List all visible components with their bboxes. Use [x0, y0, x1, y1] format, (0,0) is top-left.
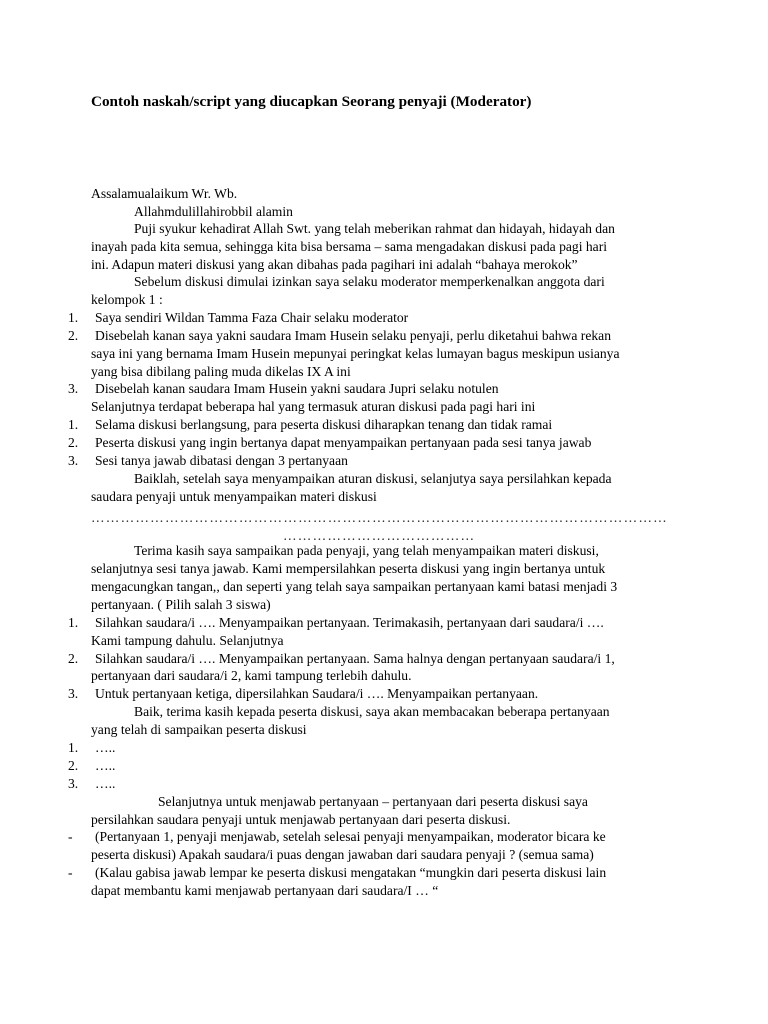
list-number: 2.	[68, 651, 79, 666]
paragraph-line: ini. Adapun materi diskusi yang akan dibahas pada pagihari ini adalah “bahaya merokok”	[91, 257, 578, 272]
paragraph-line: Selanjutnya terdapat beberapa hal yang termasuk aturan diskusi pada pagi hari ini	[91, 399, 536, 414]
list-item-text: …..	[95, 758, 116, 773]
paragraph-line: Allahmdulillahirobbil alamin	[134, 204, 293, 219]
paragraph-line: pertanyaan dari saudara/i 2, kami tampung terlebih dahulu.	[91, 668, 412, 683]
list-number: 2.	[68, 758, 79, 773]
paragraph-line: mengacungkan tangan,, dan seperti yang telah saya sampaikan pertanyaan kami batasi menjadi 3	[91, 579, 618, 594]
paragraph-line: saudara penyaji untuk menyampaikan materi diskusi	[91, 489, 377, 504]
list-item-text: Saya sendiri Wildan Tamma Faza Chair selaku moderator	[95, 310, 409, 325]
dotted-placeholder: ………………………………………………………………………………………………………	[91, 510, 668, 525]
page-title: Contoh naskah/script yang diucapkan Seorang penyaji (Moderator)	[91, 93, 532, 110]
list-number: 3.	[68, 776, 79, 791]
paragraph-line: Kami tampung dahulu. Selanjutnya	[91, 633, 284, 648]
paragraph-line: dapat membantu kami menjawab pertanyaan dari saudara/I … “	[91, 883, 439, 898]
list-item-text: (Pertanyaan 1, penyaji menjawab, setelah selesai penyaji menyampaikan, moderator bicara ke	[95, 829, 606, 844]
list-item-text: Disebelah kanan saya yakni saudara Imam Husein selaku penyaji, perlu diketahui bahwa rekan	[95, 328, 611, 343]
paragraph-line: Terima kasih saya sampaikan pada penyaji, yang telah menyampaikan materi diskusi,	[134, 543, 599, 558]
list-item-text: Untuk pertanyaan ketiga, dipersilahkan Saudara/i …. Menyampaikan pertanyaan.	[95, 686, 539, 701]
list-dash: -	[68, 829, 73, 844]
list-item-text: Selama diskusi berlangsung, para peserta diskusi diharapkan tenang dan tidak ramai	[95, 417, 553, 432]
dotted-placeholder: …………………………………	[283, 528, 476, 543]
paragraph-line: persilahkan saudara penyaji untuk menjawab pertanyaan dari peserta diskusi.	[91, 812, 511, 827]
paragraph-line: yang bisa dibilang paling muda dikelas IX A ini	[91, 364, 351, 379]
paragraph-line: peserta diskusi) Apakah saudara/i puas dengan jawaban dari saudara penyaji ? (semua sama)	[91, 847, 594, 862]
paragraph-line: selanjutnya sesi tanya jawab. Kami mempersilahkan peserta diskusi yang ingin bertanya untuk	[91, 561, 606, 576]
paragraph-line: kelompok 1 :	[91, 292, 163, 307]
list-number: 1.	[68, 310, 79, 325]
paragraph-line: Selanjutnya untuk menjawab pertanyaan – pertanyaan dari peserta diskusi saya	[158, 794, 588, 809]
list-item-text: (Kalau gabisa jawab lempar ke peserta diskusi mengatakan “mungkin dari peserta diskusi lain	[95, 865, 607, 880]
list-item-text: Peserta diskusi yang ingin bertanya dapat menyampaikan pertanyaan pada sesi tanya jawab	[95, 435, 592, 450]
list-number: 3.	[68, 686, 79, 701]
paragraph-line: Puji syukur kehadirat Allah Swt. yang telah meberikan rahmat dan hidayah, hidayah dan	[134, 221, 615, 236]
list-number: 1.	[68, 417, 79, 432]
list-item-text: Sesi tanya jawab dibatasi dengan 3 pertanyaan	[95, 453, 348, 468]
paragraph-line: saya ini yang bernama Imam Husein mepunyai peringkat kelas lumayan bagus meskipun usianya	[91, 346, 620, 361]
list-number: 1.	[68, 615, 79, 630]
list-number: 3.	[68, 453, 79, 468]
list-number: 2.	[68, 435, 79, 450]
list-item-text: Disebelah kanan saudara Imam Husein yakni saudara Jupri selaku notulen	[95, 381, 499, 396]
list-number: 1.	[68, 740, 79, 755]
paragraph-line: inayah pada kita semua, sehingga kita bisa bersama – sama mengadakan diskusi pada pagi hari	[91, 239, 608, 254]
list-item-text: Silahkan saudara/i …. Menyampaikan pertanyaan. Terimakasih, pertanyaan dari saudara/i ….	[95, 615, 604, 630]
paragraph-line: Baiklah, setelah saya menyampaikan aturan diskusi, selanjutya saya persilahkan kepada	[134, 471, 612, 486]
paragraph-line: yang telah di sampaikan peserta diskusi	[91, 722, 307, 737]
list-number: 3.	[68, 381, 79, 396]
paragraph-line: pertanyaan. ( Pilih salah 3 siswa)	[91, 597, 271, 612]
paragraph-line: Sebelum diskusi dimulai izinkan saya selaku moderator memperkenalkan anggota dari	[134, 274, 605, 289]
list-number: 2.	[68, 328, 79, 343]
list-dash: -	[68, 865, 73, 880]
paragraph-line: Baik, terima kasih kepada peserta diskusi, saya akan membacakan beberapa pertanyaan	[134, 704, 610, 719]
paragraph-line: Assalamualaikum Wr. Wb.	[91, 186, 238, 201]
list-item-text: …..	[95, 776, 116, 791]
list-item-text: …..	[95, 740, 116, 755]
list-item-text: Silahkan saudara/i …. Menyampaikan pertanyaan. Sama halnya dengan pertanyaan saudara/i 1,	[95, 651, 615, 666]
